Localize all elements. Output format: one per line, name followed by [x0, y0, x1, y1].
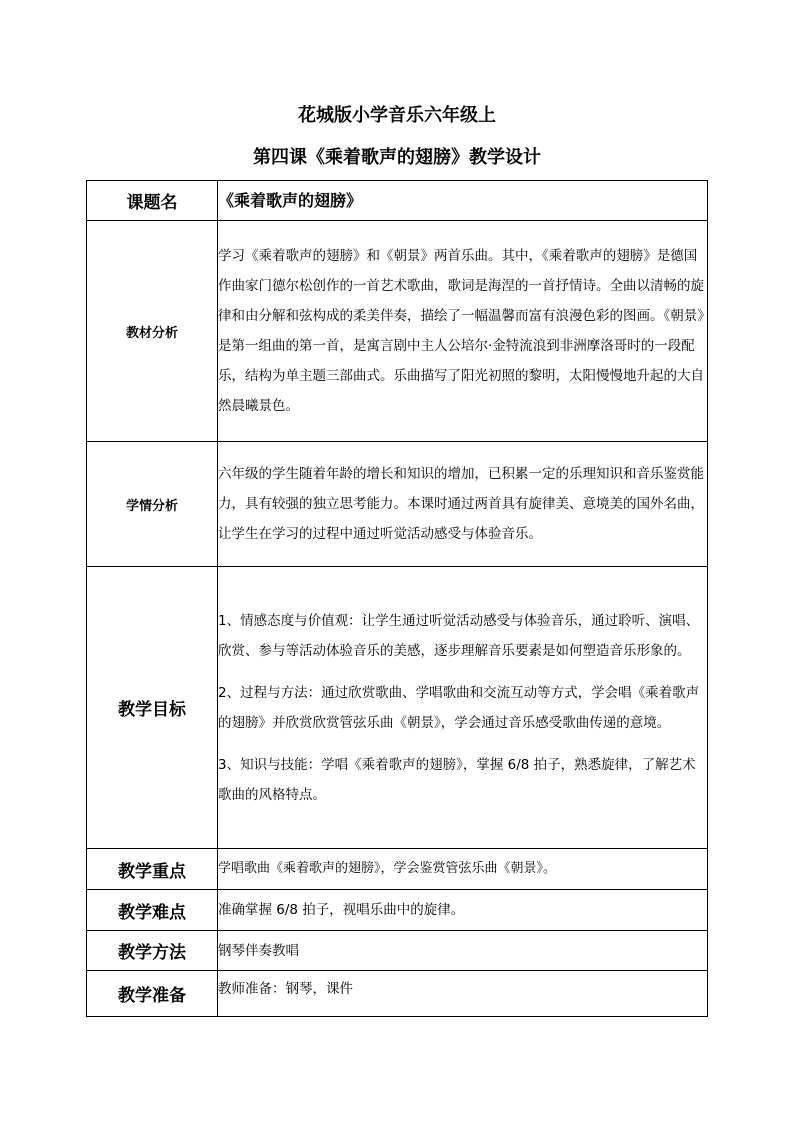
goal-item: 2、过程与方法：通过欣赏歌曲、学唱歌曲和交流互动等方式，学会唱《乘着歌声的翅膀》并欣赏欣赏管弦乐曲《朝景》，学会通过音乐感受歌曲传递的意境。	[218, 684, 700, 731]
preparation-label: 教学准备	[87, 971, 218, 1017]
key-points-text: 学唱歌曲《乘着歌声的翅膀》，学会鉴赏管弦乐曲《朝景》。	[218, 849, 708, 890]
method-label: 教学方法	[87, 931, 218, 971]
table-row-prep	[87, 971, 708, 1017]
difficulty-text: 准确掌握 6/8 拍子，视唱乐曲中的旋律。	[218, 890, 708, 931]
topic-value: 《乘着歌声的翅膀》	[218, 181, 708, 221]
goal-item: 1、情感态度与价值观：让学生通过听觉活动感受与体验音乐，通过聆听、演唱、欣赏、参与等活动体验音乐的美感，逐步理解音乐要素是如何塑造音乐形象的。	[218, 612, 700, 659]
document-subtitle: 第四课《乘着歌声的翅膀》教学设计	[253, 147, 541, 168]
table-row-goals	[87, 567, 708, 849]
student-analysis-label: 学情分析	[87, 442, 218, 567]
document-title: 花城版小学音乐六年级上	[298, 105, 496, 126]
teaching-goals-cell	[218, 567, 708, 849]
topic-label: 课题名	[87, 181, 218, 221]
student-analysis-cell	[218, 442, 708, 567]
student-analysis-text: 六年级的学生随着年龄的增长和知识的增加，已积累一定的乐理知识和音乐鉴赏能力，具有较强的独立思考能力。本课时通过两首具有旋律美、意境美的国外名曲，让学生在学习的过程中通过听觉活动感受与体验音乐。	[218, 466, 704, 542]
table-row-keypoints	[87, 849, 708, 890]
table-row-method	[87, 931, 708, 971]
key-points-label: 教学重点	[87, 849, 218, 890]
material-analysis-cell	[218, 221, 708, 442]
table-row-difficulty	[87, 890, 708, 931]
difficulty-label: 教学难点	[87, 890, 218, 931]
method-text: 钢琴伴奏教唱	[218, 931, 708, 971]
material-analysis-text: 学习《乘着歌声的翅膀》和《朝景》两首乐曲。其中，《乘着歌声的翅膀》是德国作曲家门德尔松创作的一首艺术歌曲，歌词是海涅的一首抒情诗。全曲以清畅的旋律和由分解和弦构成的柔美伴奏，描绘了一幅温馨而富有浪漫色彩的图画。《朝景》是第一组曲的第一首，是寓言剧中主人公培尔·金特流浪到非洲摩洛哥时的一段配乐，结构为单主题三部曲式。乐曲描写了阳光初照的黎明，太阳慢慢地升起的大自然晨曦景色。	[218, 248, 704, 414]
table-row-material	[87, 221, 708, 442]
preparation-text: 教师准备：钢琴，课件	[218, 971, 708, 1017]
table-row-topic	[87, 181, 708, 221]
table-row-student	[87, 442, 708, 567]
lesson-plan-table	[86, 180, 708, 1017]
goal-item: 3、知识与技能：学唱《乘着歌声的翅膀》，掌握 6/8 拍子，熟悉旋律，了解艺术歌曲的风格特点。	[218, 756, 696, 803]
material-analysis-label: 教材分析	[87, 221, 218, 442]
teaching-goals-label: 教学目标	[87, 567, 218, 849]
